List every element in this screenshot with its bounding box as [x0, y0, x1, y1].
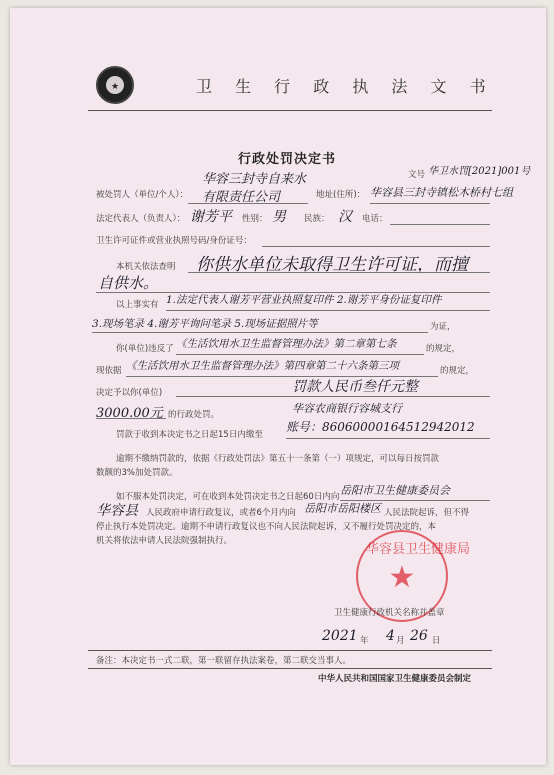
note-divider-top — [88, 650, 492, 651]
finding-line2: 自供水。 — [98, 274, 159, 292]
party-value-line1: 华容三封寺自来水 — [202, 172, 307, 187]
address-label: 地址(住所)： — [316, 190, 366, 200]
amount-value: 3000.00元 — [96, 406, 163, 421]
gender-value: 男 — [272, 209, 286, 225]
license-label: 卫生许可证件或营业执照号码/身份证号： — [96, 236, 252, 246]
violation-end: 的规定， — [426, 344, 461, 354]
date-month-char: 月 — [396, 636, 405, 646]
appeal-end: 人民法院起诉，但不得 — [384, 508, 470, 518]
appeal-line3: 机关将依法申请人民法院强制执行。 — [96, 536, 233, 546]
date-year-char: 年 — [360, 636, 369, 646]
bank-name: 华容农商银行容城支行 — [292, 402, 402, 415]
official-seal-icon: ★ 华容县卫生健康局 — [356, 530, 448, 622]
document-paper — [10, 8, 546, 765]
date-day: 26 — [410, 628, 428, 644]
party-value-line2: 有限责任公司 — [202, 190, 281, 205]
basis-value: 《生活饮用水卫生监督管理办法》第四章第二十六条第三项 — [126, 360, 399, 372]
representative-value: 谢芳平 — [190, 209, 232, 225]
evidence-intro: 以上事实有 — [116, 300, 159, 310]
party-label: 被处罚人（单位/个人）： — [96, 190, 189, 200]
representative-label: 法定代表人（负责人）： — [96, 214, 186, 224]
national-emblem-icon: ★ — [96, 66, 134, 104]
gender-label: 性别： — [242, 214, 268, 224]
violation-value: 《生活饮用水卫生监督管理办法》第二章第七条 — [176, 338, 397, 350]
footer-text: 中华人民共和国国家卫生健康委员会制定 — [318, 674, 472, 684]
appeal-gov: 岳阳市卫生健康委员会 — [340, 484, 450, 497]
overdue-line2: 数额的3%加处罚款。 — [96, 468, 178, 478]
ethnicity-value: 汉 — [338, 209, 352, 225]
appeal-intro: 如不服本处罚决定，可在收到本处罚决定书之日起60日内向 — [116, 492, 340, 502]
overdue-line1: 逾期不缴纳罚款的，依据《行政处罚法》第五十一条第（一）项规定，可以每日按罚款 — [116, 454, 440, 464]
appeal-line2: 停止执行本处罚决定。逾期不申请行政复议也不向人民法院起诉，又不履行处罚决定的，本 — [96, 522, 437, 532]
appeal-mid: 人民政府申请行政复议，或者6个月内向 — [146, 508, 296, 518]
appeal-court: 岳阳市岳阳楼区 — [304, 502, 381, 515]
amount-end: 的行政处罚。 — [168, 410, 220, 420]
evidence-line2: 3.现场笔录 4.谢芳平询问笔录 5.现场证据照片等 — [92, 318, 318, 330]
date-year: 2021 — [322, 628, 358, 644]
header-divider — [88, 110, 492, 111]
decision-value: 罚款人民币叁仟元整 — [292, 379, 418, 395]
account-value: 账号：86060000164512942012 — [286, 420, 475, 434]
date-month: 4 — [386, 628, 395, 644]
date-day-char: 日 — [432, 636, 441, 646]
note-divider-bottom — [88, 668, 492, 669]
basis-intro: 现依据 — [96, 366, 122, 376]
payment-intro: 罚款于收到本决定书之日起15日内缴至 — [116, 430, 263, 440]
phone-label: 电话： — [362, 214, 388, 224]
sign-label: 卫生健康行政机关名称并盖章 — [334, 608, 445, 618]
ethnicity-label: 民族： — [304, 214, 330, 224]
seal-text: 华容县卫生健康局 — [366, 542, 471, 557]
finding-line1: 你供水单位未取得卫生许可证，而擅 — [196, 255, 468, 275]
header-title: 卫 生 行 政 执 法 文 书 — [196, 77, 495, 96]
document-title: 行政处罚决定书 — [238, 152, 337, 167]
decision-intro: 决定予以你(单位) — [96, 388, 163, 398]
note-text: 备注：本决定书一式二联，第一联留存执法案卷，第二联交当事人。 — [96, 656, 352, 666]
evidence-end: 为证， — [430, 322, 456, 332]
address-value: 华容县三封寺镇松木桥村七组 — [370, 186, 513, 199]
evidence-line1: 1.法定代表人谢芳平营业执照复印件 2.谢芳平身份证复印件 — [166, 294, 442, 306]
violation-intro: 你(单位)违反了 — [116, 344, 174, 354]
basis-end: 的规定， — [440, 366, 475, 376]
appeal-county: 华容县 — [96, 503, 138, 519]
doc-no-label: 文号 — [408, 170, 426, 180]
doc-no-value: 华卫水罚[2021]001号 — [428, 166, 531, 177]
finding-intro: 本机关依法查明 — [116, 262, 176, 272]
